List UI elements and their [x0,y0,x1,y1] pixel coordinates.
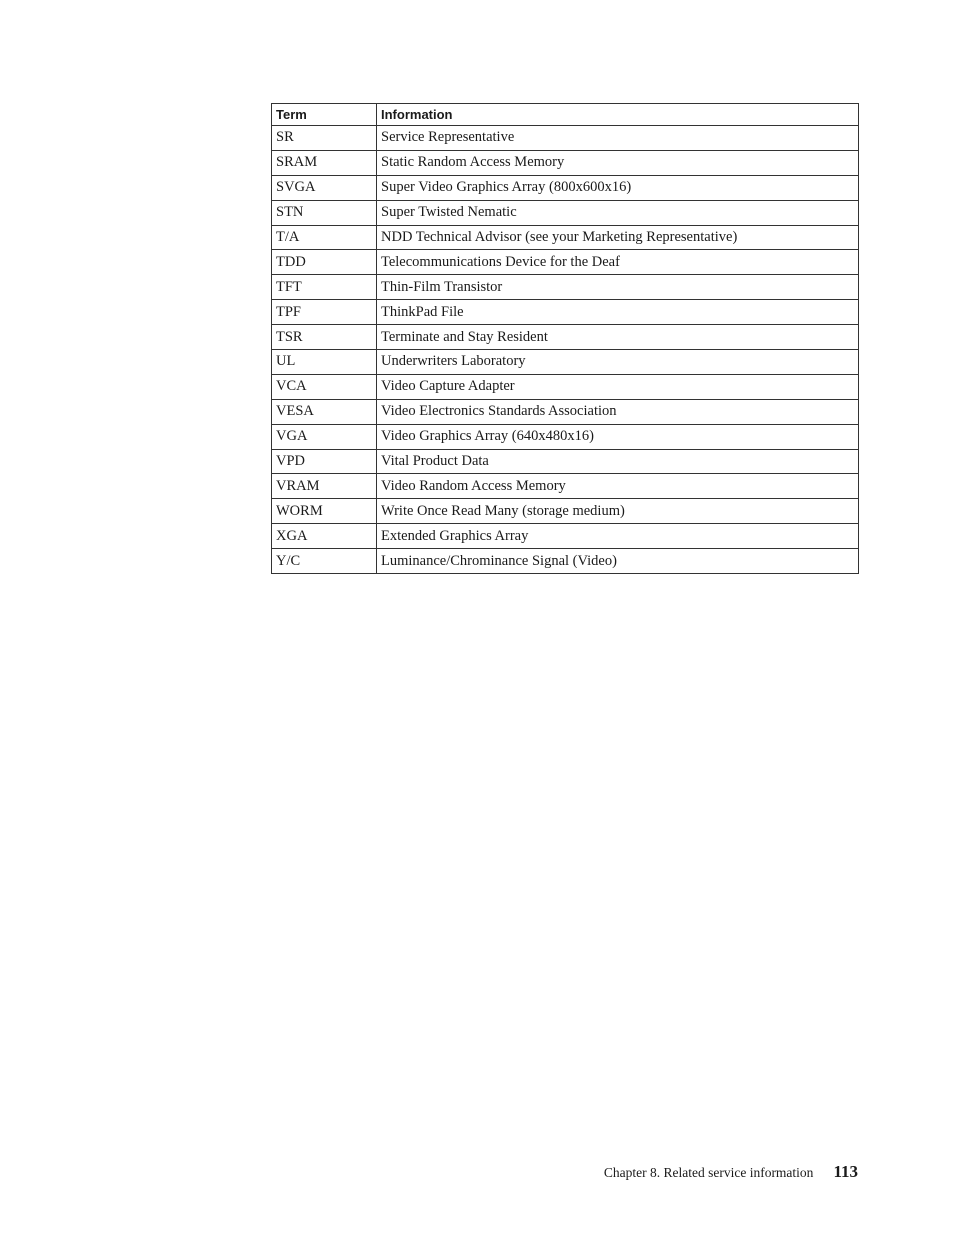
table-row [272,300,859,325]
information-cell: Video Graphics Array (640x480x16) [377,424,859,449]
table-row [272,524,859,549]
term-cell: T/A [272,225,377,250]
table-row [272,350,859,375]
term-cell: VCA [272,374,377,399]
information-cell: Vital Product Data [377,449,859,474]
information-cell: Super Twisted Nematic [377,200,859,225]
table-row [272,499,859,524]
table-row [272,225,859,250]
table-row [272,200,859,225]
term-cell: UL [272,350,377,375]
term-cell: TDD [272,250,377,275]
term-cell: VRAM [272,474,377,499]
page-footer [604,1162,858,1182]
table-row [272,474,859,499]
information-cell: Static Random Access Memory [377,150,859,175]
term-cell: TSR [272,325,377,350]
term-cell: WORM [272,499,377,524]
glossary-table-body [272,126,859,574]
term-cell: SR [272,126,377,151]
header-term: Term [272,104,377,126]
information-cell: Super Video Graphics Array (800x600x16) [377,175,859,200]
information-cell: Video Electronics Standards Association [377,399,859,424]
information-cell: Telecommunications Device for the Deaf [377,250,859,275]
footer-chapter-title: Chapter 8. Related service information [603,1165,814,1180]
information-cell: ThinkPad File [377,300,859,325]
table-row [272,150,859,175]
term-cell: Y/C [272,549,377,574]
term-cell: XGA [272,524,377,549]
table-row [272,126,859,151]
information-cell: Terminate and Stay Resident [377,325,859,350]
table-row [272,424,859,449]
information-cell: NDD Technical Advisor (see your Marketing Representative) [377,225,859,250]
information-cell: Thin-Film Transistor [377,275,859,300]
information-cell: Service Representative [377,126,859,151]
term-cell: TFT [272,275,377,300]
term-cell: STN [272,200,377,225]
information-cell: Luminance/Chrominance Signal (Video) [377,549,859,574]
table-row [272,175,859,200]
term-cell: SRAM [272,150,377,175]
table-row [272,250,859,275]
table-row [272,399,859,424]
term-cell: VGA [272,424,377,449]
term-cell: SVGA [272,175,377,200]
term-cell: TPF [272,300,377,325]
term-cell: VESA [272,399,377,424]
table-row [272,374,859,399]
glossary-table [271,103,859,574]
information-cell: Video Random Access Memory [377,474,859,499]
term-cell: VPD [272,449,377,474]
table-row [272,275,859,300]
information-cell: Extended Graphics Array [377,524,859,549]
information-cell: Video Capture Adapter [377,374,859,399]
information-cell: Write Once Read Many (storage medium) [377,499,859,524]
table-row [272,325,859,350]
table-row [272,549,859,574]
table-header-row [272,104,859,126]
page-number: 113 [833,1162,858,1181]
table-row [272,449,859,474]
information-cell: Underwriters Laboratory [377,350,859,375]
header-information: Information [377,104,859,126]
